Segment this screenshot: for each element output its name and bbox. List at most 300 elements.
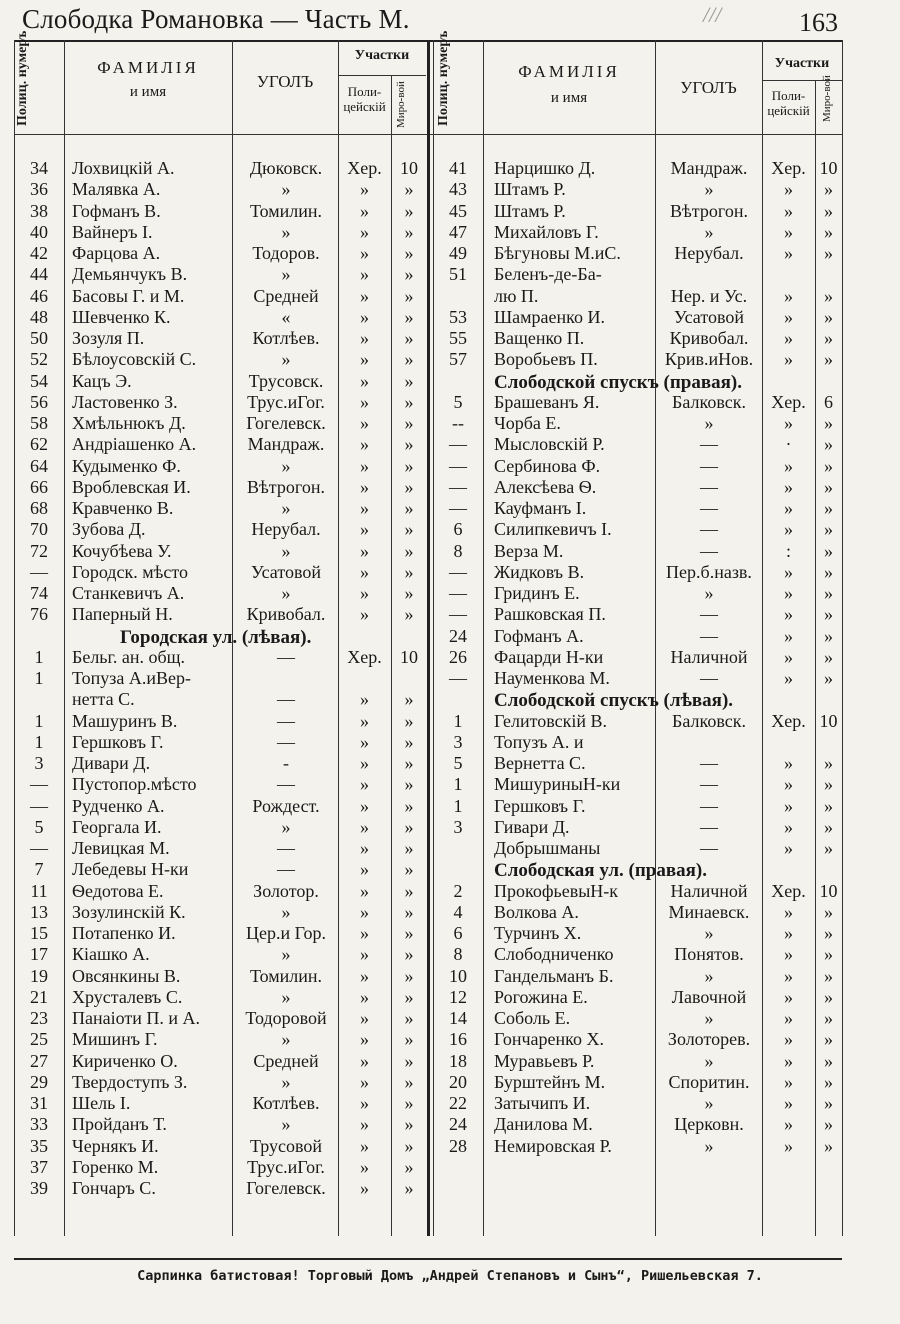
corner-street: » <box>281 456 291 476</box>
street-section-heading: Слободской спускъ (правая). <box>494 372 742 393</box>
magistrate-district: » <box>404 732 414 752</box>
police-district: Хер. <box>771 711 806 731</box>
resident-name: Бурштейнъ М. <box>494 1072 606 1092</box>
magistrate-district: » <box>404 923 414 943</box>
magistrate-district: » <box>404 838 414 858</box>
resident-name: Хмѣльнюкъ Д. <box>72 413 186 433</box>
house-number: 1 <box>34 732 44 752</box>
resident-name: Бѣгуновы М.иС. <box>494 243 621 263</box>
magistrate-district: » <box>404 264 414 284</box>
resident-name: Гофманъ В. <box>72 201 161 221</box>
house-number: 48 <box>30 307 48 327</box>
magistrate-district: 6 <box>824 392 833 412</box>
corner-street: Котлѣев. <box>252 1093 320 1113</box>
police-district: » <box>784 349 793 369</box>
magistrate-district: » <box>404 477 414 497</box>
house-number: — <box>449 477 467 497</box>
house-number: 43 <box>449 179 467 199</box>
resident-name: Воробьевъ П. <box>494 349 598 369</box>
police-district: » <box>784 1008 793 1028</box>
table-row <box>0 158 900 179</box>
table-row <box>0 626 900 647</box>
table-row <box>0 1093 900 1114</box>
magistrate-district: 10 <box>400 647 418 667</box>
police-district: » <box>360 902 369 922</box>
resident-name: Пустопор.мѣсто <box>72 774 197 794</box>
resident-name: Демьянчукъ В. <box>72 264 188 284</box>
resident-name: Георгала И. <box>72 817 162 837</box>
house-number: 29 <box>30 1072 48 1092</box>
col-header-corner: УГОЛЪ <box>256 72 314 91</box>
table-row <box>0 222 900 243</box>
police-district: » <box>360 434 369 454</box>
house-number: 64 <box>30 456 48 476</box>
table-row <box>0 179 900 200</box>
corner-street: Усатовой <box>674 307 744 327</box>
corner-street: Усатовой <box>251 562 321 582</box>
resident-name: Затычипъ И. <box>494 1093 591 1113</box>
table-row <box>0 987 900 1008</box>
corner-street: Лавочной <box>671 987 747 1007</box>
table-row <box>0 371 900 392</box>
table-row <box>0 944 900 965</box>
resident-name: ПрокофьевыН-к <box>494 881 619 901</box>
house-number <box>14 689 64 710</box>
house-number: 3 <box>453 732 463 752</box>
police-district: » <box>360 264 369 284</box>
resident-name: Зубова Д. <box>72 519 146 539</box>
police-district <box>762 264 815 285</box>
house-number: 37 <box>30 1157 48 1177</box>
house-number: 25 <box>30 1029 48 1049</box>
resident-name: Гридинъ Е. <box>494 583 580 603</box>
corner-street: » <box>281 1072 291 1092</box>
police-district: » <box>360 307 369 327</box>
resident-name: Овсянкины В. <box>72 966 181 986</box>
police-district: » <box>360 349 369 369</box>
corner-street <box>656 732 762 753</box>
resident-name: Муравьевъ Р. <box>494 1051 595 1071</box>
corner-street: Нер. и Ус. <box>670 286 748 306</box>
police-district: » <box>784 668 793 688</box>
corner-street: Мандраж. <box>670 158 748 178</box>
police-district: » <box>784 626 793 646</box>
house-number: 52 <box>30 349 48 369</box>
table-row <box>0 264 900 285</box>
police-district: » <box>360 541 369 561</box>
resident-name: Жидковъ В. <box>494 562 585 582</box>
house-number: 53 <box>449 307 467 327</box>
police-district: » <box>784 1051 793 1071</box>
magistrate-district: » <box>404 1072 414 1092</box>
magistrate-district: » <box>824 604 833 624</box>
police-district: » <box>784 1093 793 1113</box>
police-district: » <box>360 328 369 348</box>
magistrate-district: » <box>824 647 833 667</box>
corner-street: » <box>281 817 291 837</box>
magistrate-district: » <box>404 817 414 837</box>
resident-name: Турчинъ Х. <box>494 923 582 943</box>
corner-street: Томилин. <box>249 201 323 221</box>
house-number: 34 <box>30 158 48 178</box>
house-number: 51 <box>449 264 467 284</box>
police-district: » <box>360 498 369 518</box>
police-district: » <box>784 796 793 816</box>
house-number: 8 <box>453 541 463 561</box>
police-district: » <box>784 647 793 667</box>
corner-street: Золотор. <box>253 881 319 901</box>
resident-name: Кравченко В. <box>72 498 174 518</box>
resident-name: Фарцова А. <box>72 243 161 263</box>
col-header-magistrate: Миро-вой <box>821 75 833 122</box>
resident-name: Зозуля П. <box>72 328 145 348</box>
magistrate-district: » <box>404 456 414 476</box>
magistrate-district: » <box>824 349 833 369</box>
magistrate-district: » <box>824 966 833 986</box>
magistrate-district: » <box>824 774 833 794</box>
resident-name: МишуриныН-ки <box>494 774 621 794</box>
magistrate-district: » <box>824 817 833 837</box>
house-number: 42 <box>30 243 48 263</box>
resident-name: Городск. мѣсто <box>72 562 188 582</box>
col-header-police: Поли- цейскій <box>343 84 386 114</box>
house-number: 3 <box>453 817 463 837</box>
col-header-districts: Участки <box>774 56 830 71</box>
police-district: » <box>784 1136 793 1156</box>
resident-name: Кацъ Э. <box>72 371 132 391</box>
table-row <box>0 1051 900 1072</box>
police-district: » <box>360 179 369 199</box>
col-header-magistrate: Миро-вой <box>395 81 407 128</box>
police-district: » <box>360 1114 369 1134</box>
corner-street: Тодоровой <box>245 1008 327 1028</box>
corner-street: » <box>281 1029 291 1049</box>
house-number: 1 <box>34 647 44 667</box>
magistrate-district: » <box>824 562 833 582</box>
resident-name: Левицкая М. <box>72 838 170 858</box>
corner-street: » <box>704 413 714 433</box>
resident-name: лю П. <box>494 286 539 306</box>
corner-street: Трусовск. <box>248 371 324 391</box>
house-number: 27 <box>30 1051 48 1071</box>
house-number: 28 <box>449 1136 467 1156</box>
police-district: » <box>360 583 369 603</box>
magistrate-district: » <box>404 307 414 327</box>
house-number: 56 <box>30 392 48 412</box>
house-number: — <box>449 583 467 603</box>
resident-name: Лебедевы Н-ки <box>72 859 189 879</box>
resident-name: Машуринъ В. <box>72 711 178 731</box>
table-row <box>0 477 900 498</box>
house-number: 1 <box>453 711 463 731</box>
corner-street: Крив.иНов. <box>664 349 754 369</box>
house-number: — <box>449 668 467 688</box>
col-header-name-sub: и имя <box>129 84 167 100</box>
corner-street: Трусовой <box>249 1136 323 1156</box>
house-number: — <box>30 774 48 794</box>
magistrate-district: » <box>824 1093 833 1113</box>
resident-name: Рашковская П. <box>494 604 606 624</box>
magistrate-district: 10 <box>819 881 838 901</box>
resident-name: Верза М. <box>494 541 564 561</box>
corner-street: » <box>281 902 291 922</box>
police-district: » <box>784 1114 793 1134</box>
house-number: 6 <box>453 923 463 943</box>
table-row <box>0 881 900 902</box>
resident-name: Кауфманъ І. <box>494 498 587 518</box>
resident-name: Добрышманы <box>494 838 601 858</box>
corner-street: » <box>281 498 291 518</box>
police-district: » <box>360 923 369 943</box>
table-row <box>0 838 900 859</box>
police-district: » <box>784 201 793 221</box>
corner-street: Балковск. <box>672 392 746 412</box>
police-district: » <box>360 689 369 709</box>
corner-street: — <box>277 774 295 794</box>
magistrate-district: » <box>824 243 833 263</box>
magistrate-district: » <box>404 753 414 773</box>
page-number: 163 <box>799 8 838 37</box>
police-district: » <box>360 753 369 773</box>
footer-advertisement: Сарпинка батистовая! Торговый Домъ „Андрей Степановъ и Сынъ“, Ришельевская 7. <box>137 1268 763 1284</box>
magistrate-district: » <box>824 307 833 327</box>
table-row <box>0 456 900 477</box>
table-row <box>0 413 900 434</box>
magistrate-district: » <box>404 562 414 582</box>
house-number: 17 <box>30 944 48 964</box>
house-number: — <box>449 604 467 624</box>
police-district: » <box>784 838 793 858</box>
house-number: 8 <box>453 944 463 964</box>
corner-street: — <box>277 689 295 709</box>
house-number: — <box>30 562 48 582</box>
house-number: 44 <box>30 264 48 284</box>
table-row <box>0 498 900 519</box>
corner-street: Дюковск. <box>249 158 323 178</box>
magistrate-district: » <box>824 434 833 454</box>
police-district: » <box>784 1072 793 1092</box>
house-number: — <box>30 796 48 816</box>
police-district: » <box>360 1029 369 1049</box>
house-number: 21 <box>30 987 48 1007</box>
corner-street: » <box>704 923 714 943</box>
house-number: 57 <box>449 349 467 369</box>
house-number: 14 <box>449 1008 467 1028</box>
house-number: 38 <box>30 201 48 221</box>
police-district: » <box>784 774 793 794</box>
magistrate-district: » <box>404 774 414 794</box>
magistrate-district: » <box>824 1136 833 1156</box>
corner-street: » <box>704 179 714 199</box>
table-row <box>0 392 900 413</box>
corner-street: Вѣтрогон. <box>670 201 748 221</box>
corner-street: Средней <box>253 286 319 306</box>
table-row <box>0 519 900 540</box>
table-row <box>0 774 900 795</box>
corner-street: » <box>281 583 291 603</box>
table-row <box>0 1072 900 1093</box>
table-row <box>0 434 900 455</box>
police-district: » <box>784 817 793 837</box>
resident-name: Гончаренко Х. <box>494 1029 604 1049</box>
resident-name: Вернетта С. <box>494 753 586 773</box>
resident-name: Вайнеръ І. <box>72 222 153 242</box>
resident-name: Лохвицкій А. <box>72 158 175 178</box>
corner-street: Трус.иГог. <box>247 1157 325 1177</box>
table-row <box>0 201 900 222</box>
corner-street: Понятов. <box>674 944 744 964</box>
resident-name: Андріашенко А. <box>72 434 197 454</box>
table-row <box>0 562 900 583</box>
col-header-districts: Участки <box>354 48 410 63</box>
corner-street: Пер.б.назв. <box>666 562 752 582</box>
magistrate-district <box>815 264 842 285</box>
resident-name: Немировская Р. <box>494 1136 612 1156</box>
police-district: » <box>360 519 369 539</box>
magistrate-district: » <box>824 1008 833 1028</box>
police-district: » <box>784 286 793 306</box>
police-district: » <box>784 519 793 539</box>
table-row <box>0 966 900 987</box>
resident-name: Шамраенко И. <box>494 307 605 327</box>
corner-street: — <box>700 604 718 624</box>
table-row <box>0 902 900 923</box>
magistrate-district: » <box>824 477 833 497</box>
house-number: 12 <box>449 987 467 1007</box>
police-district: » <box>360 711 369 731</box>
magistrate-district: » <box>404 966 414 986</box>
house-number: 24 <box>449 1114 467 1134</box>
house-number: 1 <box>453 774 463 794</box>
house-number: 1 <box>453 796 463 816</box>
magistrate-district: » <box>824 902 833 922</box>
police-district: » <box>360 222 369 242</box>
resident-name: Михайловъ Г. <box>494 222 599 242</box>
resident-name: Штамъ Р. <box>494 179 566 199</box>
magistrate-district: » <box>824 668 833 688</box>
resident-name: Беленъ-де-Ба- <box>494 264 602 284</box>
table-row <box>0 1029 900 1050</box>
corner-street: Наличной <box>670 881 748 901</box>
corner-street: — <box>700 817 718 837</box>
resident-name: Гершковъ Г. <box>72 732 164 752</box>
street-section-heading: Слободской спускъ (лѣвая). <box>494 690 734 711</box>
resident-name: Басовы Г. и М. <box>72 286 185 306</box>
resident-name: Слободниченко <box>494 944 614 964</box>
resident-name: Горенко М. <box>72 1157 159 1177</box>
magistrate-district: » <box>824 519 833 539</box>
table-row <box>0 286 900 307</box>
magistrate-district: » <box>404 1157 414 1177</box>
house-number: 36 <box>30 179 48 199</box>
col-header-police: Поли- цейскій <box>767 88 810 118</box>
house-number: 76 <box>30 604 48 624</box>
police-district: » <box>784 753 793 773</box>
corner-street: » <box>281 944 291 964</box>
resident-name: Сербинова Ф. <box>494 456 601 476</box>
resident-name: Гофманъ А. <box>494 626 584 646</box>
resident-name: Науменкова М. <box>494 668 610 688</box>
corner-street: — <box>277 838 295 858</box>
police-district: » <box>360 796 369 816</box>
magistrate-district: » <box>404 881 414 901</box>
corner-street: Золоторев. <box>667 1029 751 1049</box>
magistrate-district: » <box>824 1051 833 1071</box>
police-district: » <box>784 604 793 624</box>
police-district: » <box>360 944 369 964</box>
house-number: -- <box>452 413 464 433</box>
magistrate-district: » <box>824 626 833 646</box>
police-district: » <box>360 1051 369 1071</box>
corner-street: » <box>281 541 291 561</box>
house-number: — <box>449 434 467 454</box>
corner-street: — <box>700 626 718 646</box>
resident-name: Ластовенко З. <box>72 392 178 412</box>
magistrate-district: » <box>824 328 833 348</box>
corner-street: Котлѣев. <box>252 328 320 348</box>
corner-street: — <box>700 456 718 476</box>
table-row <box>0 604 900 625</box>
corner-street: » <box>281 987 291 1007</box>
police-district: » <box>784 966 793 986</box>
bottom-rule <box>14 1258 842 1260</box>
house-number: 72 <box>30 541 48 561</box>
police-district: » <box>784 307 793 327</box>
police-district: » <box>784 583 793 603</box>
magistrate-district: » <box>824 796 833 816</box>
resident-name: Гандельманъ Б. <box>494 966 614 986</box>
police-district: Хер. <box>771 392 806 412</box>
house-number: 45 <box>449 201 467 221</box>
magistrate-district: » <box>824 753 833 773</box>
table-row <box>0 817 900 838</box>
police-district: » <box>360 859 369 879</box>
police-district: Хер. <box>771 881 806 901</box>
police-district: » <box>784 562 793 582</box>
police-district: · <box>785 434 792 454</box>
corner-street: — <box>700 796 718 816</box>
magistrate-district: 10 <box>819 158 838 178</box>
house-number: 18 <box>449 1051 467 1071</box>
magistrate-district: » <box>404 1114 414 1134</box>
police-district: » <box>360 604 369 624</box>
resident-name: Вроблевская И. <box>72 477 191 497</box>
house-number: 26 <box>449 647 467 667</box>
resident-name: Гивари Д. <box>494 817 570 837</box>
resident-name: Чорба Е. <box>494 413 561 433</box>
house-number: 16 <box>449 1029 467 1049</box>
corner-street: Споритин. <box>668 1072 750 1092</box>
house-number: 58 <box>30 413 48 433</box>
corner-street: » <box>704 1008 714 1028</box>
table-row <box>0 1157 900 1178</box>
police-district: » <box>784 1029 793 1049</box>
police-district: » <box>360 1178 369 1198</box>
magistrate-district: » <box>404 201 414 221</box>
corner-street: » <box>704 222 714 242</box>
police-district: » <box>360 966 369 986</box>
col-header-surname: ФАМИЛІЯ <box>97 58 199 77</box>
police-district: » <box>360 1093 369 1113</box>
resident-name: Мишинъ Г. <box>72 1029 158 1049</box>
house-number: 39 <box>30 1178 48 1198</box>
table-row <box>0 753 900 774</box>
resident-name: Кудыменко Ф. <box>72 456 181 476</box>
corner-street: Гогелевск. <box>246 413 326 433</box>
house-number: 22 <box>449 1093 467 1113</box>
house-number: 66 <box>30 477 48 497</box>
corner-street: — <box>700 434 718 454</box>
